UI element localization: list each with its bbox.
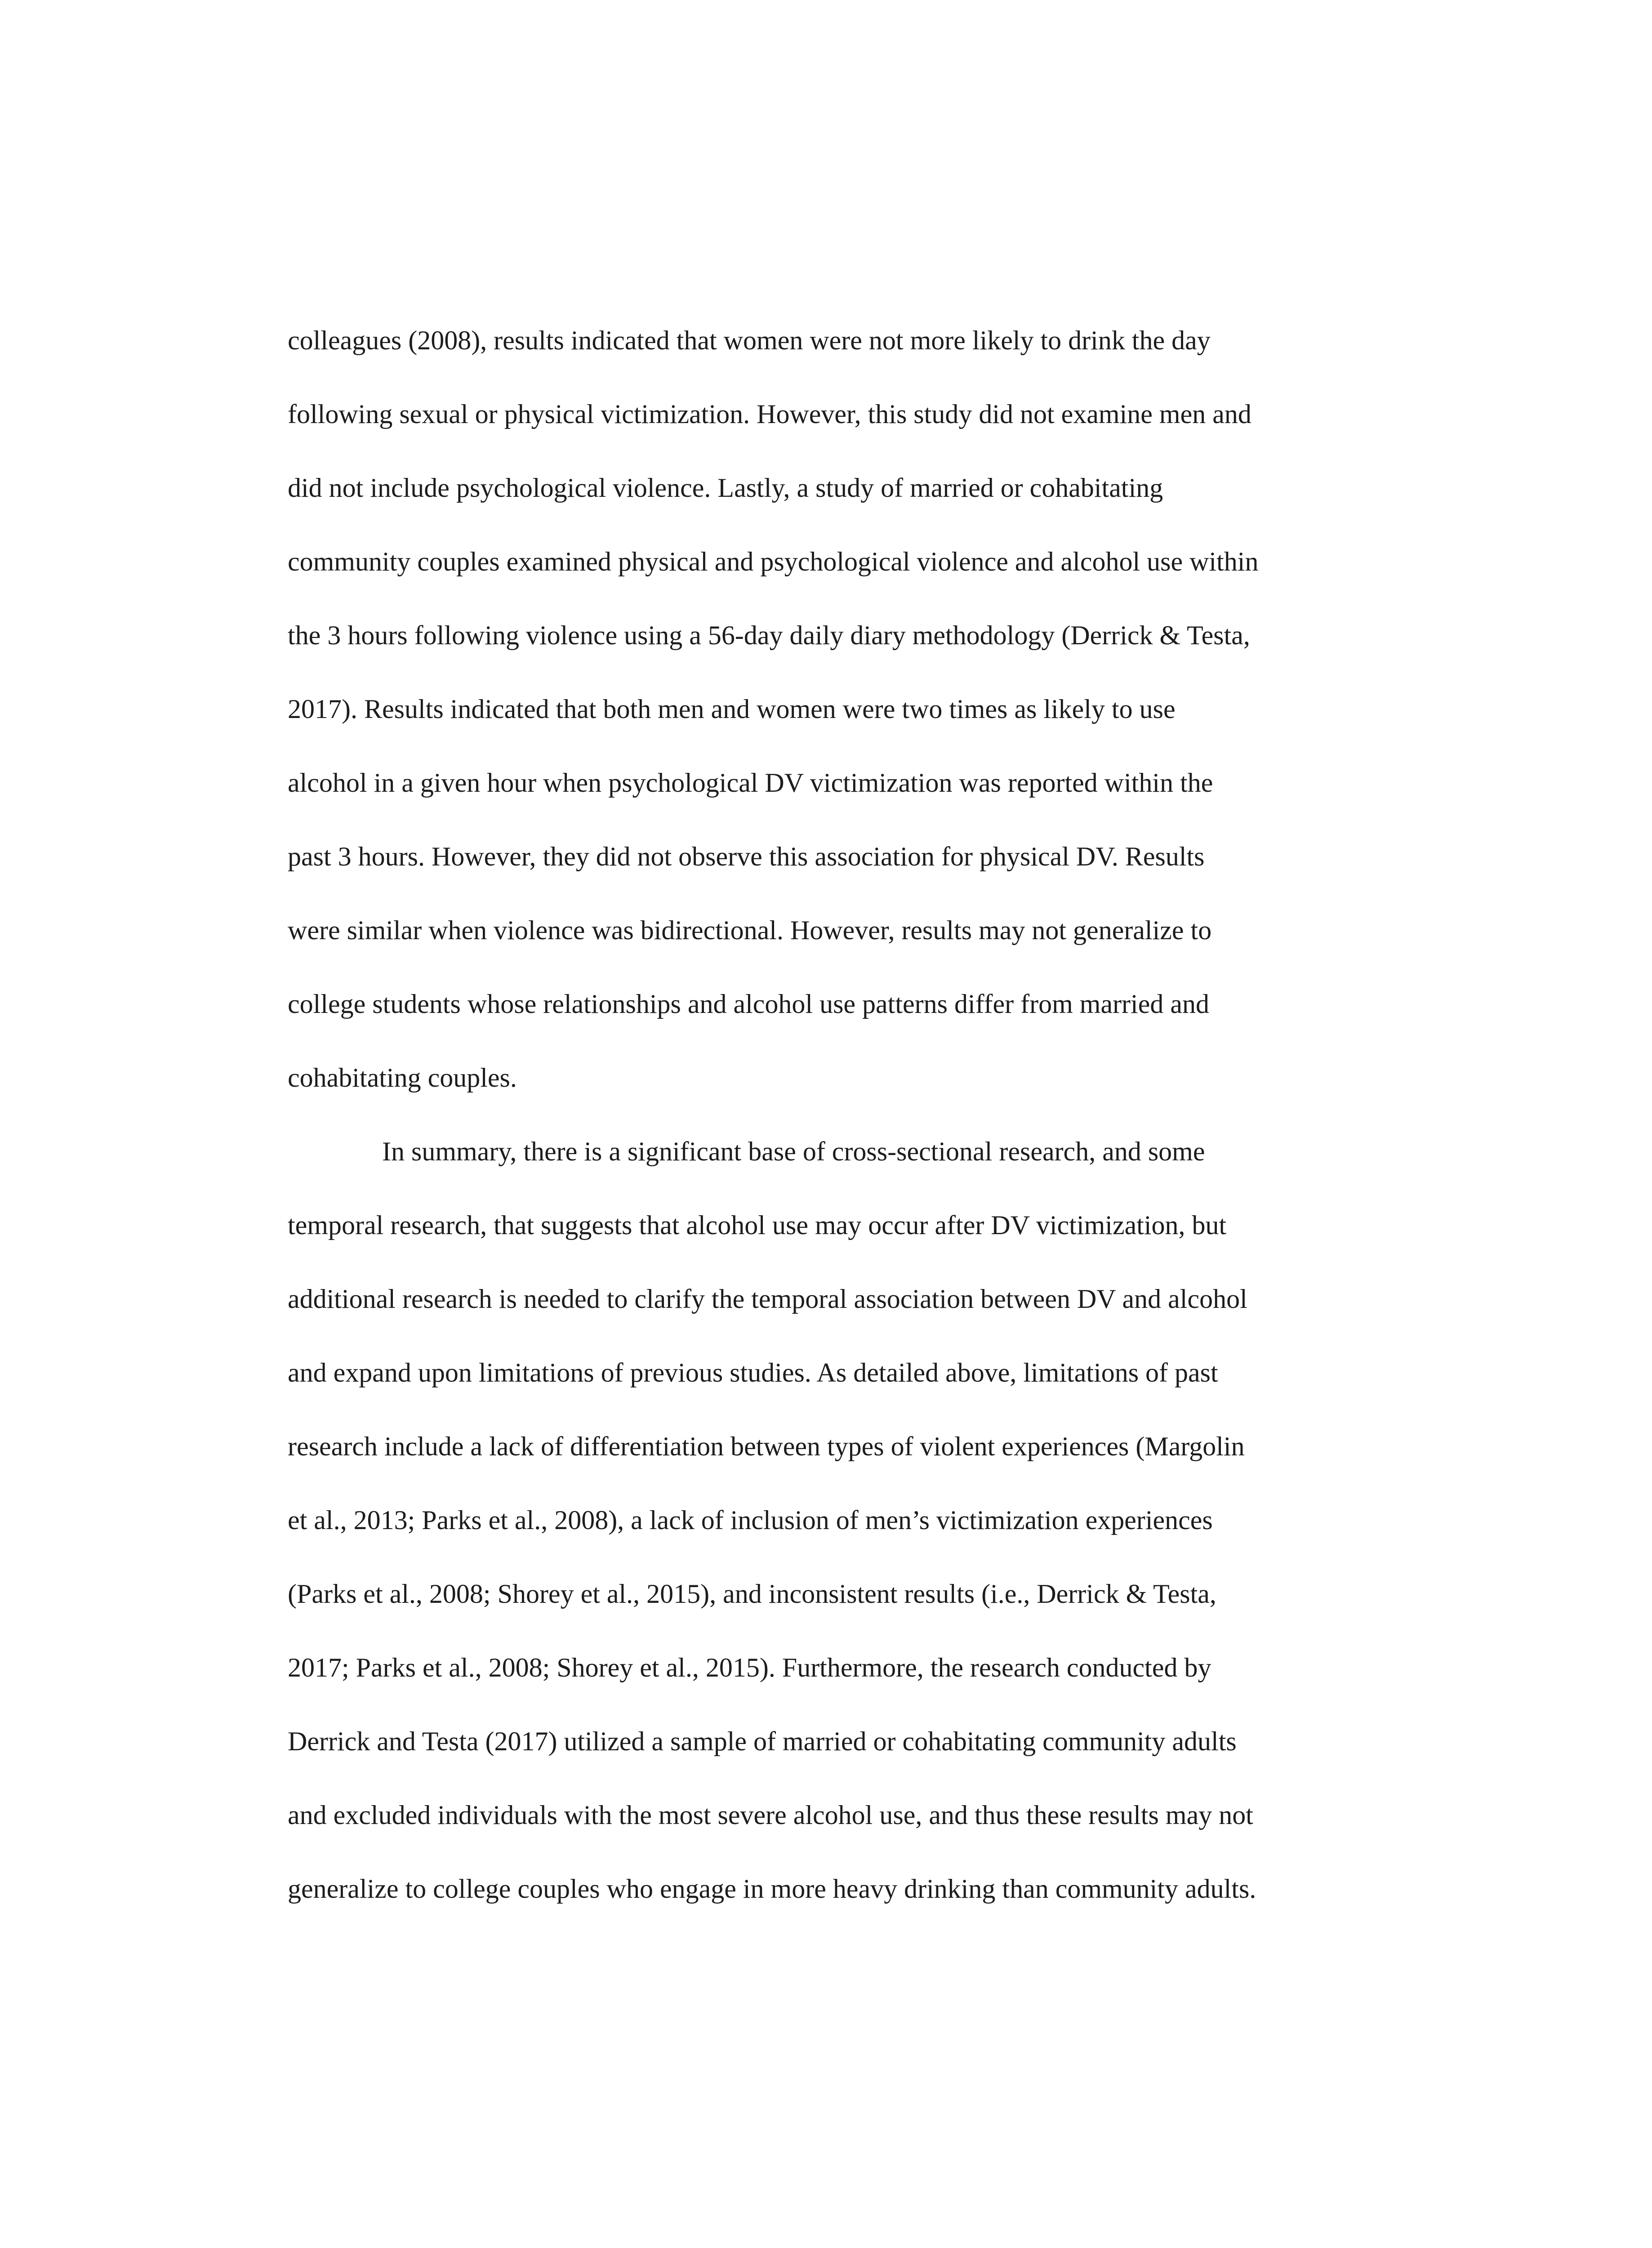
paragraph-line: colleagues (2008), results indicated that women were not more likely to drink the day [288, 326, 1211, 355]
paragraph-line: and expand upon limitations of previous studies. As detailed above, limitations of past [288, 1358, 1218, 1387]
paragraph-line: past 3 hours. However, they did not observe this association for physical DV. Results [288, 842, 1205, 871]
paragraph-line: temporal research, that suggests that alcohol use may occur after DV victimization, but [288, 1210, 1227, 1240]
paragraph-line: research include a lack of differentiation between types of violent experiences (Margolin [288, 1432, 1245, 1461]
paragraph-line: following sexual or physical victimization. However, this study did not examine men and [288, 399, 1251, 429]
paragraph-line: additional research is needed to clarify the temporal association between DV and alcohol [288, 1284, 1247, 1314]
paragraph-line: did not include psychological violence. Lastly, a study of married or cohabitating [288, 473, 1163, 503]
paragraph-line: were similar when violence was bidirectional. However, results may not generalize to [288, 915, 1212, 945]
paragraph-line: 2017; Parks et al., 2008; Shorey et al., 2015). Furthermore, the research conducted by [288, 1653, 1211, 1682]
paragraph-line: and excluded individuals with the most severe alcohol use, and thus these results may not [288, 1800, 1253, 1830]
paragraph-line: Derrick and Testa (2017) utilized a sample of married or cohabitating community adults [288, 1726, 1237, 1756]
paragraph-line: alcohol in a given hour when psychological DV victimization was reported within the [288, 768, 1213, 798]
paragraph-line: (Parks et al., 2008; Shorey et al., 2015), and inconsistent results (i.e., Derrick & Testa, [288, 1579, 1216, 1609]
paragraph-line: the 3 hours following violence using a 56-day daily diary methodology (Derrick & Testa, [288, 620, 1250, 650]
paragraph-line: community couples examined physical and psychological violence and alcohol use within [288, 547, 1259, 576]
paragraph-line: 2017). Results indicated that both men and women were two times as likely to use [288, 694, 1176, 724]
paragraph-2 [288, 1133, 1438, 1944]
paragraph-line: cohabitating couples. [288, 1063, 517, 1093]
paragraph-line: college students whose relationships and alcohol use patterns differ from married and [288, 989, 1209, 1019]
paragraph-1 [288, 322, 1438, 1133]
paragraph-line: In summary, there is a significant base of cross-sectional research, and some [382, 1137, 1205, 1166]
body-text [288, 322, 1438, 1944]
paragraph-line: et al., 2013; Parks et al., 2008), a lack of inclusion of men’s victimization experiences [288, 1505, 1213, 1535]
paragraph-line: generalize to college couples who engage in more heavy drinking than community adults. [288, 1874, 1256, 1904]
